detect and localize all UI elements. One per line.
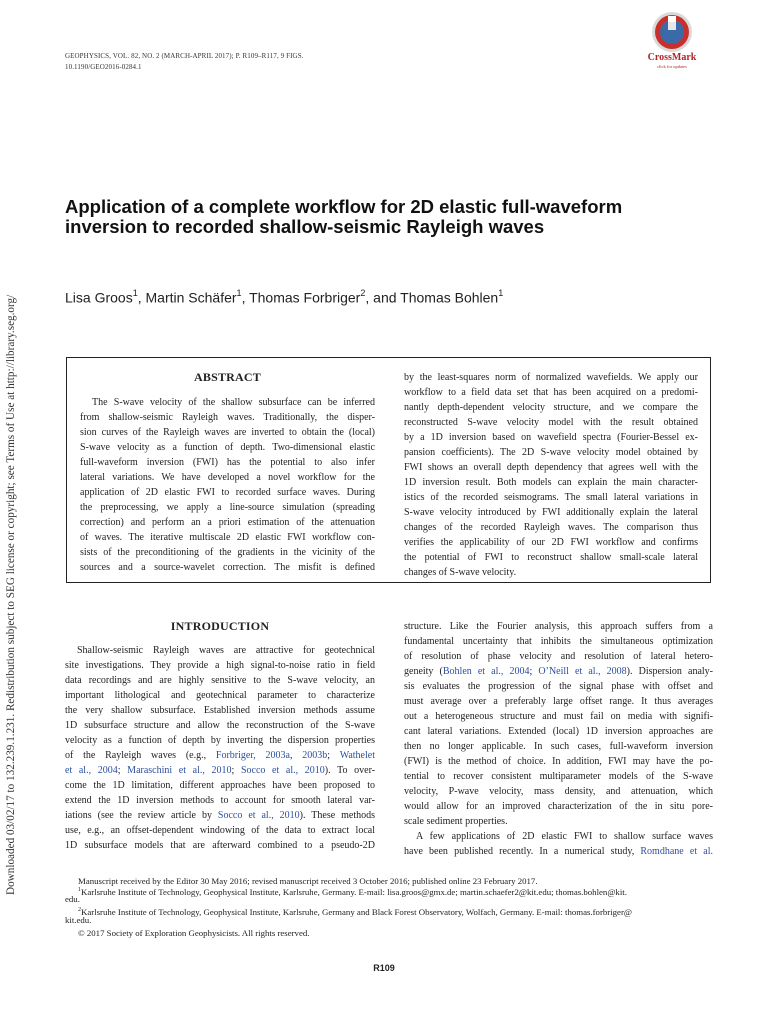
citation-link[interactable]: et al., 2004 <box>65 765 118 776</box>
abstract-left-column <box>80 395 375 575</box>
text-line: FWI shows an overall depth dependency that agrees well with the <box>404 462 698 473</box>
text-segment: iations (see the review article by <box>65 810 218 821</box>
text-line: changes of S-wave velocity. <box>404 567 517 578</box>
affiliation-mark: 2 <box>78 907 81 913</box>
text-line <box>65 718 375 733</box>
author-affiliation-mark: 1 <box>132 288 138 298</box>
text-segment: tential to recover consistent multiparameter models of the S-wave <box>404 771 713 782</box>
text-line <box>404 829 713 844</box>
text-segment: cant lateral variations. Extended (local) 1D inversion approaches are <box>404 726 713 737</box>
author-affiliation-mark: 2 <box>360 288 366 298</box>
text-line <box>404 619 713 634</box>
text-segment: (FWI) is the method of choice. In addition, FWI may have the po- <box>404 756 713 767</box>
text-segment: fundamental uncertainty that inhibits the simultaneous optimization <box>404 636 713 647</box>
citation-link[interactable]: 2003b <box>302 750 328 761</box>
text-line: lateral variations. We have developed a novel workflow for the <box>80 472 375 483</box>
text-line: changes of the recorded Rayleigh waves. The comparison thus <box>404 522 698 533</box>
text-segment: the very shallow subsurface. Established inversion methods assume <box>65 705 375 716</box>
text-segment: ; <box>117 765 128 776</box>
citation-link[interactable]: Romdhane et al. <box>640 846 714 857</box>
text-line: The S-wave velocity of the shallow subsurface can be inferred <box>92 397 375 408</box>
text-line <box>404 784 713 799</box>
text-line: S-wave velocity introduced by FWI additionally explain the lateral <box>404 507 698 518</box>
text-line: 1D inversion result. Both models can explain the main character- <box>404 477 698 488</box>
text-segment: ). Dispersion analy- <box>626 666 714 677</box>
introduction-heading: INTRODUCTION <box>170 619 270 633</box>
text-segment: sis evaluates the progression of the signal phase with offset and <box>404 681 713 692</box>
text-line <box>404 754 713 769</box>
title-line: Application of a complete workflow for 2D elastic full-waveform <box>65 196 623 217</box>
author-list <box>65 289 503 306</box>
text-line <box>65 808 375 823</box>
text-segment: 1D subsurface models that are afterward combined to a pseudo-2D <box>65 840 375 851</box>
text-line <box>65 643 375 658</box>
affiliation-2 <box>78 906 632 918</box>
text-segment: Shallow-seismic Rayleigh waves are attractive for geotechnical <box>77 645 375 656</box>
text-line <box>65 748 375 763</box>
text-line: by a 1D inversion based on wavefield spectra (Fourier-Bessel ex- <box>404 432 698 443</box>
affiliation-2-continued: kit.edu. <box>65 915 92 925</box>
text-line: verifies the applicability of our 2D FWI workflow and confirms <box>404 537 698 548</box>
text-line <box>404 694 713 709</box>
text-segment: scale sediment properties. <box>404 816 508 827</box>
text-line <box>404 799 713 814</box>
text-line: pansion coefficients). The 2D S-wave velocity model obtained by <box>404 447 698 458</box>
crossmark-label: CrossMark <box>647 52 697 63</box>
affiliation-text: Karlsruhe Institute of Technology, Geophysical Institute, Karlsruhe, Germany. E-mail: lisa.groos@gmx.de; martin.schaefer2@kit.edu; thomas.bohlen@kit. <box>81 886 627 897</box>
text-line: nantly depth-dependent velocity structure, and we compare the <box>404 402 698 413</box>
text-line <box>404 844 713 859</box>
text-line <box>65 823 375 838</box>
text-segment: come the 1D limitation, different approaches have been proposed to <box>65 780 375 791</box>
text-line <box>65 658 375 673</box>
abstract-heading: ABSTRACT <box>194 370 261 384</box>
text-line: sists of the preconditioning of the gradients in the vicinity of the <box>80 547 375 558</box>
text-line <box>404 664 713 679</box>
citation-link[interactable]: O’Neill et al., 2008 <box>538 666 627 677</box>
text-line: workflow to a field data set that has been acquired on a predomi- <box>404 387 698 398</box>
text-segment: must average over a preferably large offset range. It thus averages <box>404 696 713 707</box>
doi: 10.1190/GEO2016-0284.1 <box>65 63 142 71</box>
author-separator: , <box>241 289 250 306</box>
text-segment: velocity, P-wave velocity, mass density, and attenuation, which <box>404 786 713 797</box>
text-line <box>404 739 713 754</box>
text-segment: ; <box>231 765 241 776</box>
text-line <box>404 634 713 649</box>
text-line: sources and a source-wavelet correction. The misfit is defined <box>80 562 375 573</box>
text-segment: 1D subsurface structure and allow the reconstruction of the S-wave <box>65 720 375 731</box>
download-notice: Downloaded 03/02/17 to 132.239.1.231. Redistribution subject to SEG license or copyright; see Terms of Use at http://library.seg.org/ <box>5 294 17 895</box>
text-line: full-waveform inversion (FWI) has the potential to also infer <box>80 457 375 468</box>
citation-link[interactable]: Bohlen et al., 2004 <box>442 666 530 677</box>
text-line: the preprocessing, we apply a line-source simulation (spreading <box>80 502 375 513</box>
text-line <box>404 724 713 739</box>
text-line <box>65 703 375 718</box>
text-line: sion curves of the Rayleigh waves are inverted to obtain the (local) <box>80 427 375 438</box>
author-separator: , <box>137 289 146 306</box>
citation-link[interactable]: Maraschini et al., 2010 <box>127 765 232 776</box>
author-name: Thomas Bohlen <box>400 289 499 306</box>
introduction-left-column <box>65 643 375 853</box>
text-segment: structure. Like the Fourier analysis, this approach suffers from a <box>404 621 713 632</box>
text-line: application of 2D elastic FWI to recorded surface waves. During <box>80 487 375 498</box>
affiliation-1-continued: edu. <box>65 894 80 904</box>
affiliation-mark: 1 <box>78 887 81 893</box>
text-line: correction) and perform an a priori estimation of the attenuation <box>80 517 375 528</box>
text-line <box>404 649 713 664</box>
text-segment: site investigations. They provide a high signal-to-noise ratio in field <box>65 660 375 671</box>
text-segment: , <box>290 750 303 761</box>
text-line: of waves. The iterative multiscale 2D elastic FWI workflow con- <box>80 532 375 543</box>
text-segment: use, e.g., an offset-dependent windowing of the data to extract local <box>65 825 375 836</box>
crossmark-subtitle: click for updates <box>657 64 687 69</box>
text-line <box>65 778 375 793</box>
text-line: by the least-squares norm of normalized wavefields. We apply our <box>404 372 698 383</box>
abstract-right-column <box>404 370 698 580</box>
text-line <box>65 673 375 688</box>
crossmark-badge[interactable] <box>632 10 712 72</box>
text-line <box>404 709 713 724</box>
text-line <box>65 688 375 703</box>
text-segment: then no longer applicable. In such cases, full-waveform inversion <box>404 741 713 752</box>
introduction-right-column <box>404 619 713 859</box>
page-number: R109 <box>373 963 395 973</box>
text-segment: out a heterogeneous structure and must fail on media with signifi- <box>404 711 713 722</box>
copyright-notice: © 2017 Society of Exploration Geophysicists. All rights reserved. <box>78 928 310 938</box>
text-segment: of the Rayleigh waves (e.g., <box>65 750 216 761</box>
text-line <box>65 793 375 808</box>
author-name: Thomas Forbriger <box>249 289 361 306</box>
title-line: inversion to recorded shallow-seismic Rayleigh waves <box>65 216 545 237</box>
text-segment: A few applications of 2D elastic FWI to shallow surface waves <box>416 831 713 842</box>
text-line <box>404 814 713 829</box>
text-line: reconstructed S-wave velocity model with the result obtained <box>404 417 698 428</box>
text-segment: would allow for an improved characterization of the in situ pore- <box>404 801 713 812</box>
author-separator: , and <box>365 289 401 306</box>
text-segment: have been published recently. In a numerical study, <box>404 846 641 857</box>
text-line <box>65 733 375 748</box>
text-segment: data recordings and are highly sensitive to the S-wave velocity, an <box>65 675 375 686</box>
text-line: from shallow-seismic Rayleigh waves. Traditionally, the disper- <box>80 412 375 423</box>
paper-title <box>65 197 665 237</box>
text-segment: ). These methods <box>299 810 375 821</box>
citation-link[interactable]: Forbriger, 2003a <box>215 750 290 761</box>
text-line: the potential of FWI to reconstruct shallow small-scale lateral <box>404 552 698 563</box>
text-line <box>404 679 713 694</box>
author-affiliation-mark: 1 <box>236 288 242 298</box>
text-segment: of resolution of phase velocity and resolution of lateral hetero- <box>404 651 713 662</box>
text-line <box>65 763 375 778</box>
affiliation-text: Karlsruhe Institute of Technology, Geophysical Institute, Karlsruhe, Germany and Black Forest Observatory, Wolfach, Germany. E-mail: thomas.forbriger@ <box>81 906 632 917</box>
text-segment: geneity ( <box>404 666 443 677</box>
text-segment: ; <box>327 750 340 761</box>
citation-link[interactable]: Socco et al., 2010 <box>217 810 300 821</box>
text-segment: extend the 1D inversion methods to account for smooth lateral var- <box>65 795 375 806</box>
text-segment: velocity as a function of depth by inverting the dispersion properties <box>65 735 375 746</box>
text-segment: important lithological and geotechnical parameter to characterize <box>65 690 375 701</box>
text-line <box>404 769 713 784</box>
citation-link[interactable]: Socco et al., 2010 <box>240 765 325 776</box>
affiliation-1 <box>78 886 627 898</box>
text-line <box>65 838 375 853</box>
text-segment: ; <box>529 666 539 677</box>
author-name: Martin Schäfer <box>145 289 237 306</box>
text-segment: ). To over- <box>324 765 376 776</box>
crossmark-icon <box>632 10 712 52</box>
citation-link[interactable]: Wathelet <box>339 750 375 761</box>
text-line: S-wave velocity as a function of depth. Two-dimensional elastic <box>80 442 375 453</box>
author-affiliation-mark: 1 <box>498 288 504 298</box>
author-name: Lisa Groos <box>65 289 133 306</box>
text-line: istics of the recorded seismograms. The small lateral variations in <box>404 492 698 503</box>
journal-citation: GEOPHYSICS, VOL. 82, NO. 2 (MARCH-APRIL 2017); P. R109–R117, 9 FIGS. <box>65 52 304 60</box>
manuscript-received: Manuscript received by the Editor 30 May 2016; revised manuscript received 3 October 2016; published online 23 February 2017. <box>78 876 538 886</box>
